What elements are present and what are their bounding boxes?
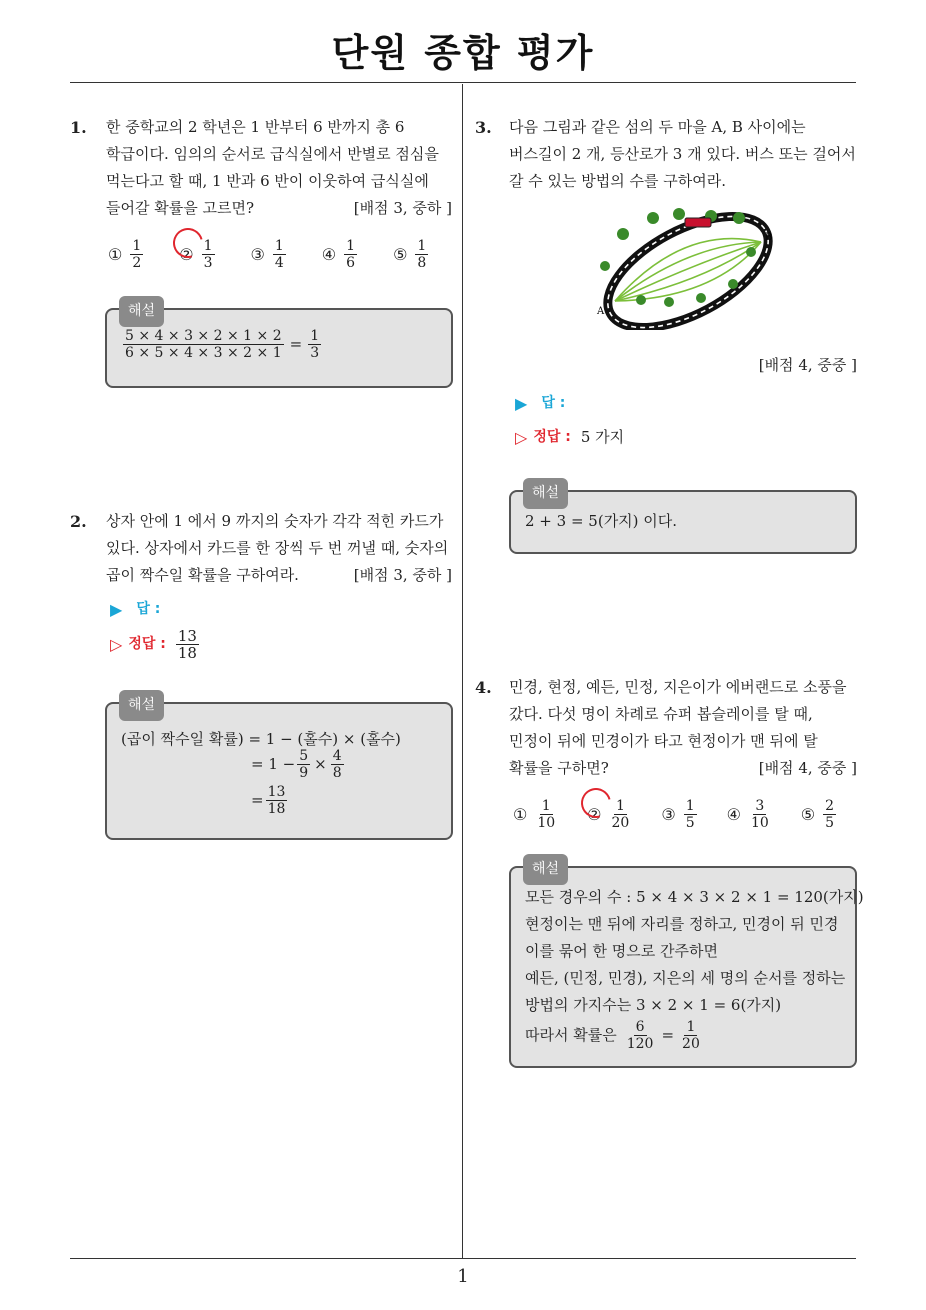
choice-mark: ④ xyxy=(726,805,741,824)
explanation-box xyxy=(105,697,453,840)
choice-mark: ② xyxy=(179,245,194,264)
question-number: 2. xyxy=(70,512,87,531)
explanation-line: 예든, (민정, 민경), 지은의 세 명의 순서를 정하는 xyxy=(525,969,846,987)
play-triangle-icon: ▶ xyxy=(515,394,528,413)
choice-mark: ⑤ xyxy=(393,245,408,264)
choice-fraction xyxy=(415,238,428,271)
explanation-body xyxy=(121,328,323,361)
choice-3[interactable] xyxy=(251,238,288,271)
question-line: 갈 수 있는 방법의 수를 구하여라. xyxy=(509,172,726,190)
question-line: 민경, 현정, 예든, 민정, 지은이가 에버랜드로 소풍을 xyxy=(509,678,847,696)
choice-fraction xyxy=(749,798,771,831)
explanation-line: 모든 경우의 수 : 5 × 4 × 3 × 2 × 1 = 120(가지) xyxy=(525,888,864,906)
score-label: [배점 3, 중하 ] xyxy=(353,566,452,584)
numerator: 5 xyxy=(299,748,309,764)
explanation-line xyxy=(525,1019,864,1052)
answer-label: 답 : xyxy=(136,601,161,617)
page-number: 1 xyxy=(457,1266,469,1287)
correct-label: 정답 : xyxy=(128,636,166,652)
result-fraction xyxy=(266,784,288,817)
choice-5[interactable] xyxy=(393,238,430,271)
numerator: 4 xyxy=(332,748,342,764)
denominator: 3 xyxy=(203,255,213,271)
denominator: 18 xyxy=(177,644,197,662)
denominator: 20 xyxy=(611,815,630,831)
score-label: [배점 4, 중중 ] xyxy=(758,759,857,777)
equals-sign: = xyxy=(251,791,264,809)
numerator: 13 xyxy=(267,784,286,800)
question-line: 민정이 뒤에 민경이가 타고 현정이가 맨 뒤에 탈 xyxy=(509,732,818,750)
question-line: 학급이다. 임의의 순서로 급식실에서 반별로 점심을 xyxy=(106,145,439,163)
explanation-label: 해설 xyxy=(119,690,164,721)
score-label: [배점 4, 중중 ] xyxy=(758,356,857,374)
correct-fraction xyxy=(176,628,199,661)
denominator: 8 xyxy=(417,255,427,271)
label-a: A xyxy=(597,306,605,317)
question-line: 곱이 짝수일 확률을 구하여라. xyxy=(106,566,299,584)
choice-mark: ① xyxy=(108,245,123,264)
label-b: B xyxy=(765,232,773,243)
choice-4[interactable] xyxy=(727,798,773,831)
explanation-line: 2 + 3 = 5(가지) 이다. xyxy=(525,512,678,530)
question-line: 상자 안에 1 에서 9 까지의 숫자가 각각 적힌 카드가 xyxy=(106,512,444,530)
explanation-line xyxy=(251,784,289,817)
answer-row xyxy=(110,596,160,623)
numerator: 5 × 4 × 3 × 2 × 1 × 2 xyxy=(125,328,282,344)
choice-fraction xyxy=(535,798,557,831)
numerator: 1 xyxy=(541,798,551,814)
numerator: 1 xyxy=(685,798,695,814)
equals-sign: = xyxy=(661,1026,675,1044)
question-1 xyxy=(70,114,452,394)
denominator: 9 xyxy=(299,765,309,781)
correct-value: 5 가지 xyxy=(580,428,625,446)
explanation-line: 이를 묶어 한 명으로 간주하면 xyxy=(525,942,718,960)
denominator: 18 xyxy=(267,801,286,817)
answer-row xyxy=(515,390,565,417)
question-line: 버스길이 2 개, 등산로가 3 개 있다. 버스 또는 걸어서 xyxy=(509,145,856,163)
expression-prefix: = 1 − xyxy=(251,755,296,773)
numerator: 13 xyxy=(177,627,197,645)
footer-rule xyxy=(70,1258,856,1259)
result-fraction xyxy=(308,328,321,361)
question-3 xyxy=(475,114,857,554)
score-label: [배점 3, 중하 ] xyxy=(353,199,452,217)
question-number: 1. xyxy=(70,118,87,137)
choice-mark: ③ xyxy=(661,805,676,824)
numerator: 3 xyxy=(755,798,765,814)
correct-label: 정답 : xyxy=(533,429,571,445)
choice-1[interactable] xyxy=(513,798,559,831)
choice-list xyxy=(513,798,838,831)
fraction xyxy=(625,1019,656,1052)
choice-fraction xyxy=(130,238,143,271)
choice-2[interactable] xyxy=(587,798,633,831)
choice-1[interactable] xyxy=(108,238,145,271)
question-text xyxy=(509,114,857,195)
choice-4[interactable] xyxy=(322,238,359,271)
equals-sign: = xyxy=(289,335,303,353)
choice-list xyxy=(108,238,464,271)
question-line: 다음 그림과 같은 섬의 두 마을 A, B 사이에는 xyxy=(509,118,806,136)
denominator: 10 xyxy=(537,815,556,831)
title-rule xyxy=(70,82,856,83)
explanation-label: 해설 xyxy=(523,478,568,509)
denominator: 6 xyxy=(346,255,356,271)
choice-mark: ④ xyxy=(321,245,337,264)
correct-answer-row xyxy=(515,424,624,451)
outline-triangle-icon: ▷ xyxy=(515,428,528,447)
choice-fraction xyxy=(273,238,286,271)
times-sign: × xyxy=(314,755,327,773)
choice-fraction xyxy=(610,798,632,831)
explanation-label: 해설 xyxy=(119,296,164,327)
numerator: 1 xyxy=(274,238,284,254)
question-line: 확률을 구하면? xyxy=(509,759,609,777)
answer-label: 답 : xyxy=(541,395,566,411)
correct-answer-row xyxy=(110,628,201,661)
question-line: 있다. 상자에서 카드를 한 장씩 두 번 꺼낼 때, 숫자의 xyxy=(106,539,449,557)
question-number: 3. xyxy=(475,118,492,137)
denominator: 2 xyxy=(132,255,142,271)
choice-fraction xyxy=(684,798,697,831)
choice-mark: ① xyxy=(513,805,528,824)
question-4 xyxy=(475,674,864,1074)
numerator: 6 xyxy=(635,1019,645,1035)
expression-prefix: 따라서 확률은 xyxy=(525,1026,617,1044)
choice-mark: ② xyxy=(587,805,602,824)
denominator: 4 xyxy=(274,255,284,271)
numerator: 1 xyxy=(132,238,142,254)
explanation-box xyxy=(105,303,453,388)
result-fraction xyxy=(680,1019,702,1052)
choice-3[interactable] xyxy=(661,798,698,831)
explanation-line: (곱이 짝수일 확률) = 1 − (홀수) × (홀수) xyxy=(121,730,401,748)
fraction xyxy=(297,748,310,781)
page-title: 단원 종합 평가 xyxy=(331,31,595,75)
numerator: 1 xyxy=(203,238,213,254)
numerator: 2 xyxy=(825,798,835,814)
explanation-box xyxy=(509,485,857,554)
choice-5[interactable] xyxy=(801,798,838,831)
choice-fraction xyxy=(344,238,357,271)
denominator: 120 xyxy=(626,1036,654,1052)
choice-fraction xyxy=(823,798,836,831)
explanation-label: 해설 xyxy=(523,854,568,885)
explanation-line xyxy=(251,748,346,781)
outline-triangle-icon: ▷ xyxy=(110,635,123,654)
numerator: 1 xyxy=(615,798,625,814)
numerator: 1 xyxy=(686,1019,696,1035)
question-2 xyxy=(70,508,452,838)
question-line: 갔다. 다섯 명이 차례로 슈퍼 봅슬레이를 탈 때, xyxy=(509,705,813,723)
explanation-box xyxy=(509,861,864,1068)
denominator: 6 × 5 × 4 × 3 × 2 × 1 xyxy=(125,345,282,361)
question-number: 4. xyxy=(475,678,492,697)
denominator: 20 xyxy=(682,1036,700,1052)
choice-mark: ③ xyxy=(250,245,265,264)
question-line: 한 중학교의 2 학년은 1 반부터 6 반까지 총 6 xyxy=(106,118,405,136)
choice-mark: ⑤ xyxy=(800,805,816,824)
explanation-fraction xyxy=(123,328,284,361)
denominator: 10 xyxy=(750,815,769,831)
numerator: 1 xyxy=(346,238,356,254)
explanation-line: 방법의 가지수는 3 × 2 × 1 = 6(가지) xyxy=(525,996,782,1014)
fraction xyxy=(331,748,344,781)
numerator: 1 xyxy=(417,238,427,254)
numerator: 1 xyxy=(310,328,320,344)
question-line: 먹는다고 할 때, 1 반과 6 반이 이웃하여 급식실에 xyxy=(106,172,429,190)
choice-fraction xyxy=(202,238,215,271)
bus-icon xyxy=(685,218,711,227)
denominator: 5 xyxy=(685,815,695,831)
island-route-illustration xyxy=(593,204,783,330)
denominator: 5 xyxy=(825,815,835,831)
explanation-line: 현정이는 맨 뒤에 자리를 정하고, 민경이 뒤 민경 xyxy=(525,915,839,933)
explanation-text xyxy=(525,884,864,1052)
choice-2[interactable] xyxy=(179,238,216,271)
play-triangle-icon: ▶ xyxy=(110,600,123,619)
denominator: 8 xyxy=(332,765,342,781)
denominator: 3 xyxy=(310,345,320,361)
question-line: 들어갈 확률을 고르면? xyxy=(106,199,254,217)
